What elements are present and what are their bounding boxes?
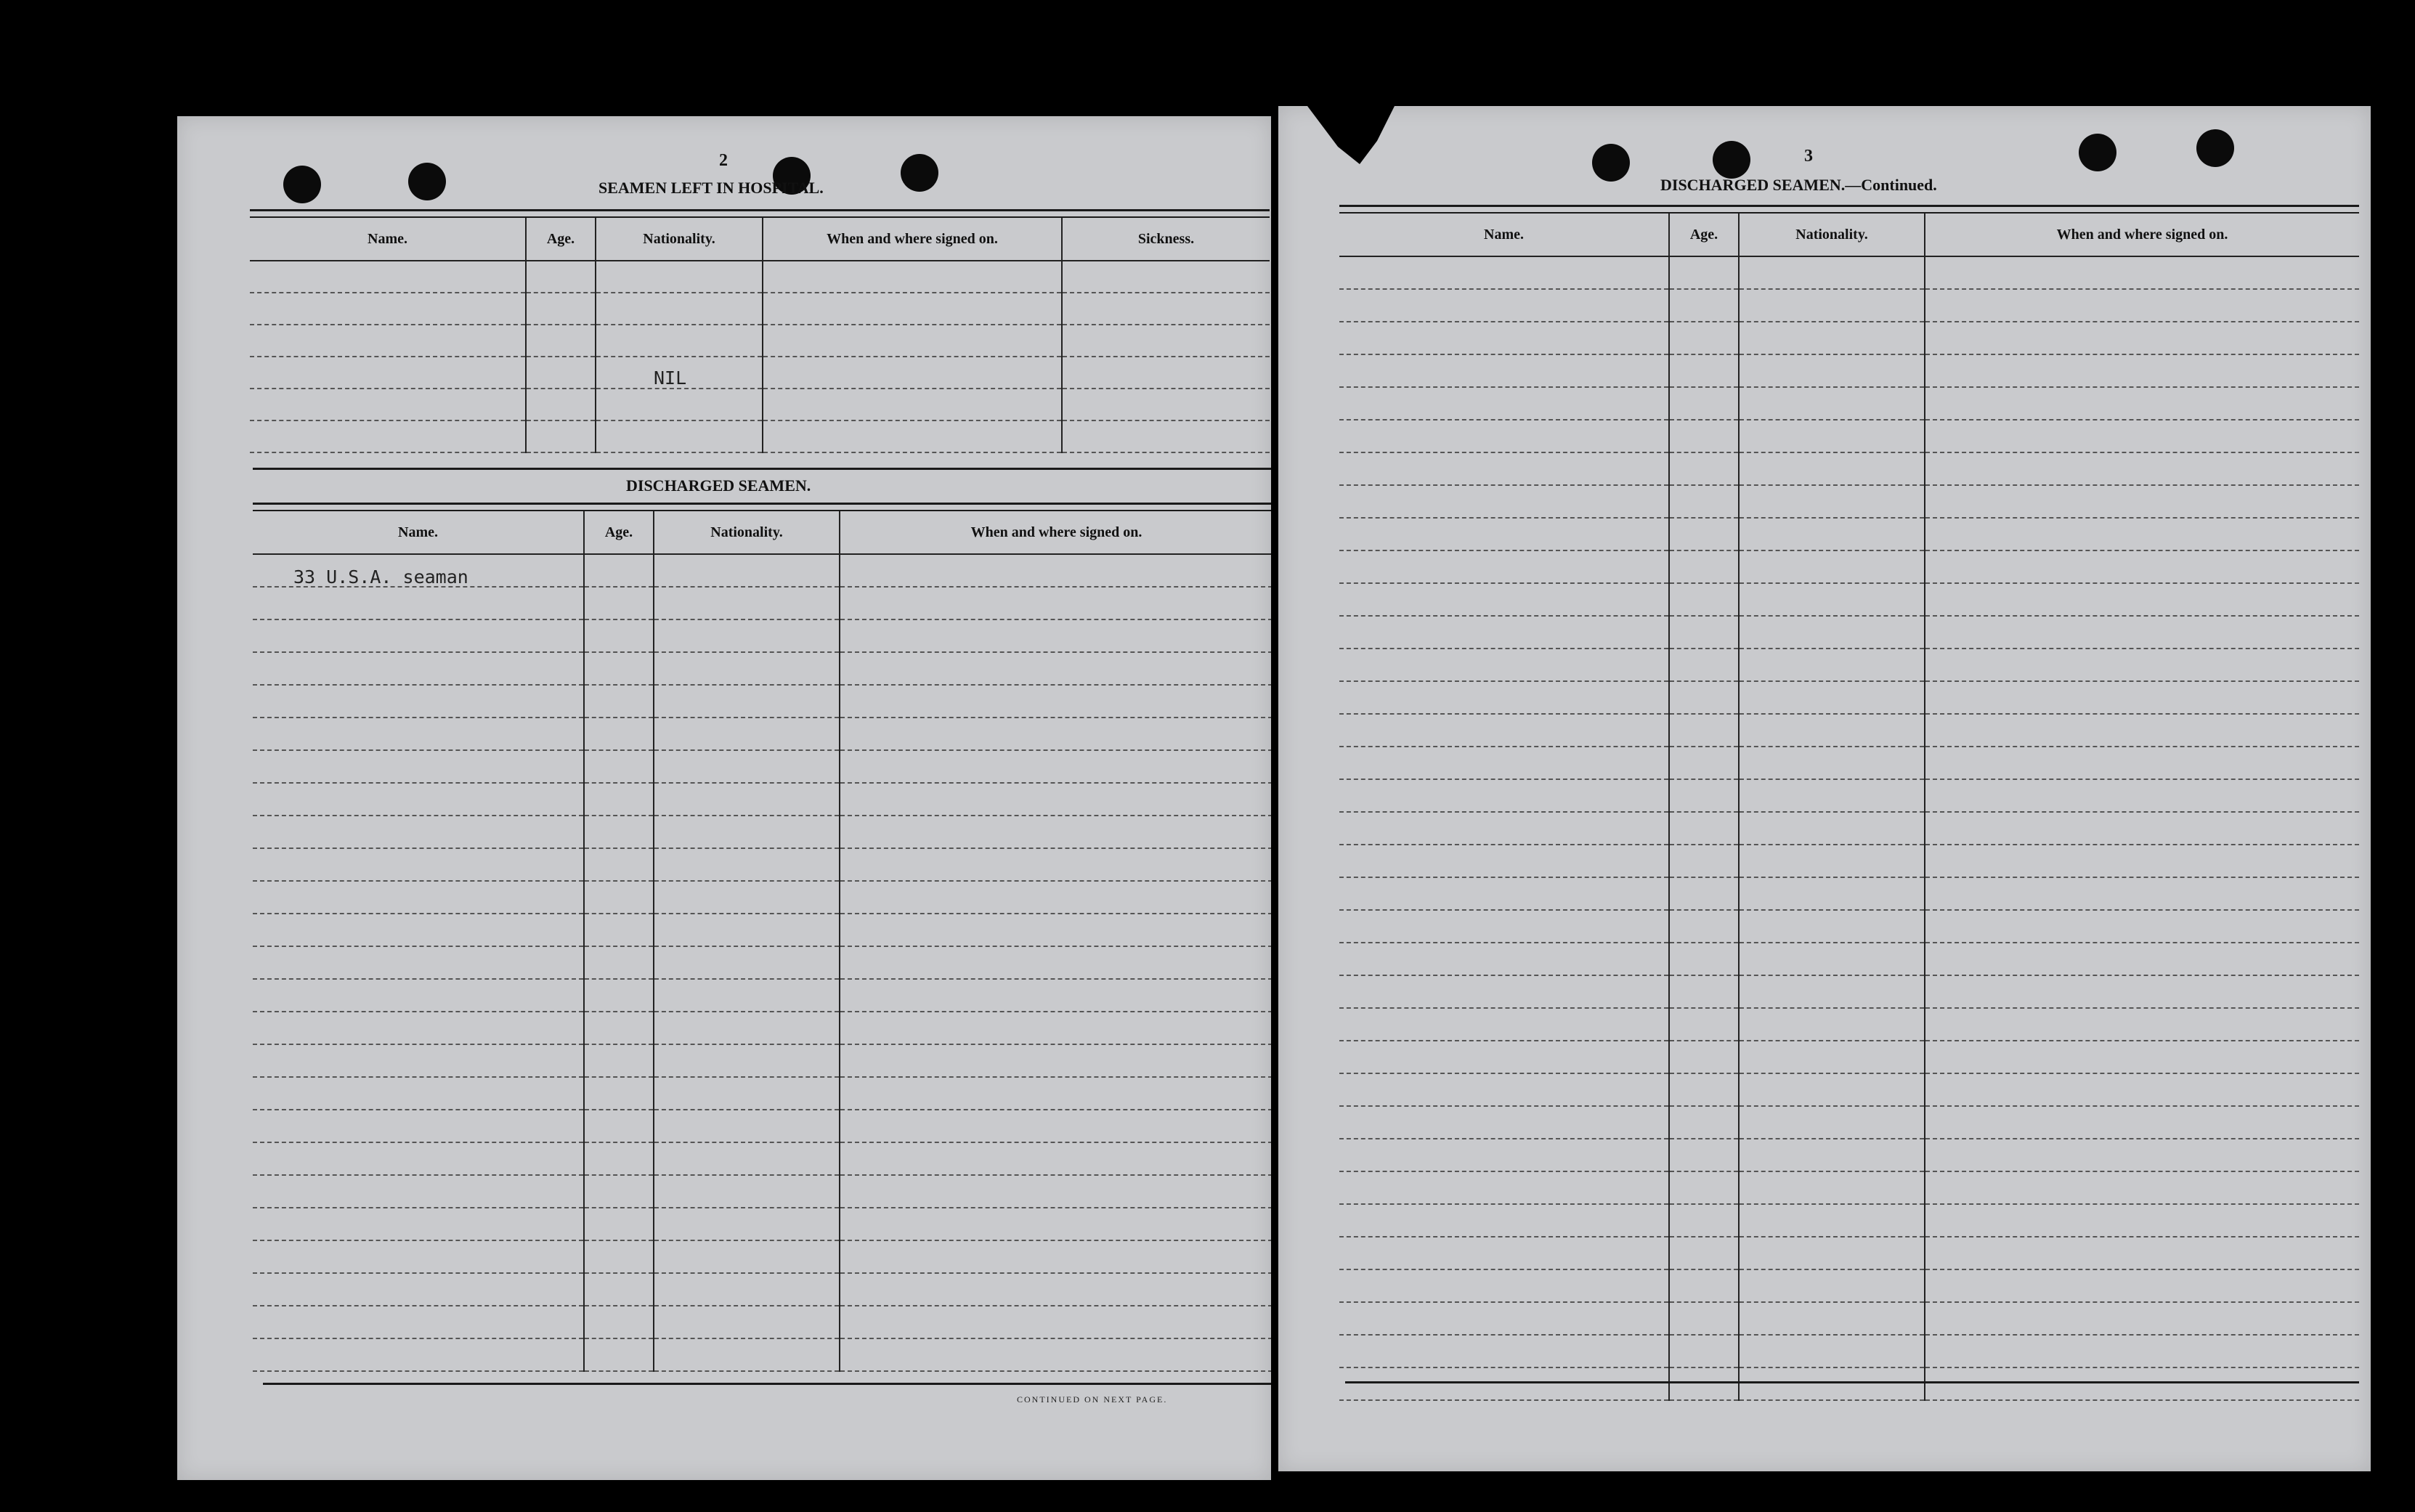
table-row [1339,1106,2359,1139]
hospital-table [250,218,1270,453]
section-rule [253,468,1271,470]
table-row [1339,1335,2359,1367]
punch-hole [1713,141,1750,179]
table-row [253,685,1271,718]
table-row [253,914,1271,946]
table-row [253,1208,1271,1240]
table-row [253,946,1271,979]
column-header-sickness: Sickness. [1062,218,1270,261]
top-rule [250,209,1270,211]
table-row [1339,910,2359,943]
table-row [1339,649,2359,681]
punch-hole [2196,129,2234,167]
table-row [1339,845,2359,877]
top-rule [1339,205,2359,207]
table-row [1339,975,2359,1008]
table-row [1339,747,2359,779]
table-row [250,357,1270,389]
table-row [1339,1302,2359,1335]
table-row [1339,1204,2359,1237]
column-header-name: Name. [253,511,584,554]
table-row [253,652,1271,685]
table-row [1339,420,2359,452]
column-header-nationality: Nationality. [1739,214,1925,256]
table-row [1339,943,2359,975]
left-page [177,116,1271,1480]
column-header-nationality: Nationality. [654,511,840,554]
table-row [253,979,1271,1012]
table-row [253,1044,1271,1077]
discharged-continued-title: DISCHARGED SEAMEN.—Continued. [1660,176,1937,194]
table-row [253,783,1271,816]
torn-corner [1307,106,1395,164]
table-row [1339,485,2359,518]
table-row [253,1240,1271,1273]
table-row [1339,812,2359,845]
column-header-name: Name. [250,218,526,261]
table-row [1339,518,2359,550]
section-rule-2 [253,503,1271,505]
punch-hole [283,166,321,203]
page-number: 2 [719,151,728,170]
table-row [1339,550,2359,583]
table-row [1339,256,2359,289]
table-row [250,389,1270,420]
discharged-continued-table [1339,214,2359,1401]
table-row [253,1110,1271,1142]
table-row [250,261,1270,293]
punch-hole [2079,134,2116,171]
table-row [1339,289,2359,322]
column-header-signed-on: When and where signed on. [840,511,1271,554]
table-row [1339,779,2359,812]
column-header-age: Age. [526,218,596,261]
table-row [1339,714,2359,747]
table-row [253,848,1271,881]
punch-hole [408,163,446,200]
hospital-entry: NIL [654,367,687,389]
page-number: 3 [1804,147,1813,166]
table-row [253,1338,1271,1371]
discharged-section-title: DISCHARGED SEAMEN. [626,476,811,495]
table-row [253,1012,1271,1044]
table-row [1339,1237,2359,1269]
table-row [1339,322,2359,354]
table-row [1339,681,2359,714]
table-row [1339,1008,2359,1041]
table-row [1339,877,2359,910]
punch-hole [901,154,938,192]
hospital-section-title: SEAMEN LEFT IN HOSPITAL. [598,179,824,197]
table-row [1339,452,2359,485]
table-row [253,619,1271,652]
table-row [1339,1139,2359,1171]
table-row [253,1273,1271,1306]
punch-hole [1592,144,1630,182]
table-row [253,1077,1271,1110]
table-row [1339,583,2359,616]
discharged-table [253,511,1271,1372]
table-row [1339,387,2359,420]
table-row [253,816,1271,848]
column-header-signed-on: When and where signed on. [1925,214,2359,256]
table-row [253,1306,1271,1338]
table-row [1339,1269,2359,1302]
column-header-nationality: Nationality. [596,218,763,261]
bottom-rule [1345,1381,2359,1383]
column-header-name: Name. [1339,214,1669,256]
bottom-rule [263,1383,1271,1385]
table-row [253,881,1271,914]
table-row [1339,354,2359,387]
column-header-age: Age. [584,511,654,554]
table-row [1339,1171,2359,1204]
table-row [253,1175,1271,1208]
table-row [1339,1041,2359,1073]
table-row [1339,1073,2359,1106]
right-page [1278,106,2371,1471]
table-row [250,293,1270,325]
table-row [253,587,1271,619]
table-row [253,718,1271,750]
column-header-age: Age. [1669,214,1739,256]
discharged-entry: 33 U.S.A. seaman [293,566,468,588]
table-row [253,1142,1271,1175]
table-row [1339,616,2359,649]
table-row [250,325,1270,357]
table-row [253,750,1271,783]
footer-note: CONTINUED ON NEXT PAGE. [1017,1394,1168,1405]
table-row [1339,1367,2359,1400]
column-header-signed-on: When and where signed on. [763,218,1062,261]
table-row [250,420,1270,452]
